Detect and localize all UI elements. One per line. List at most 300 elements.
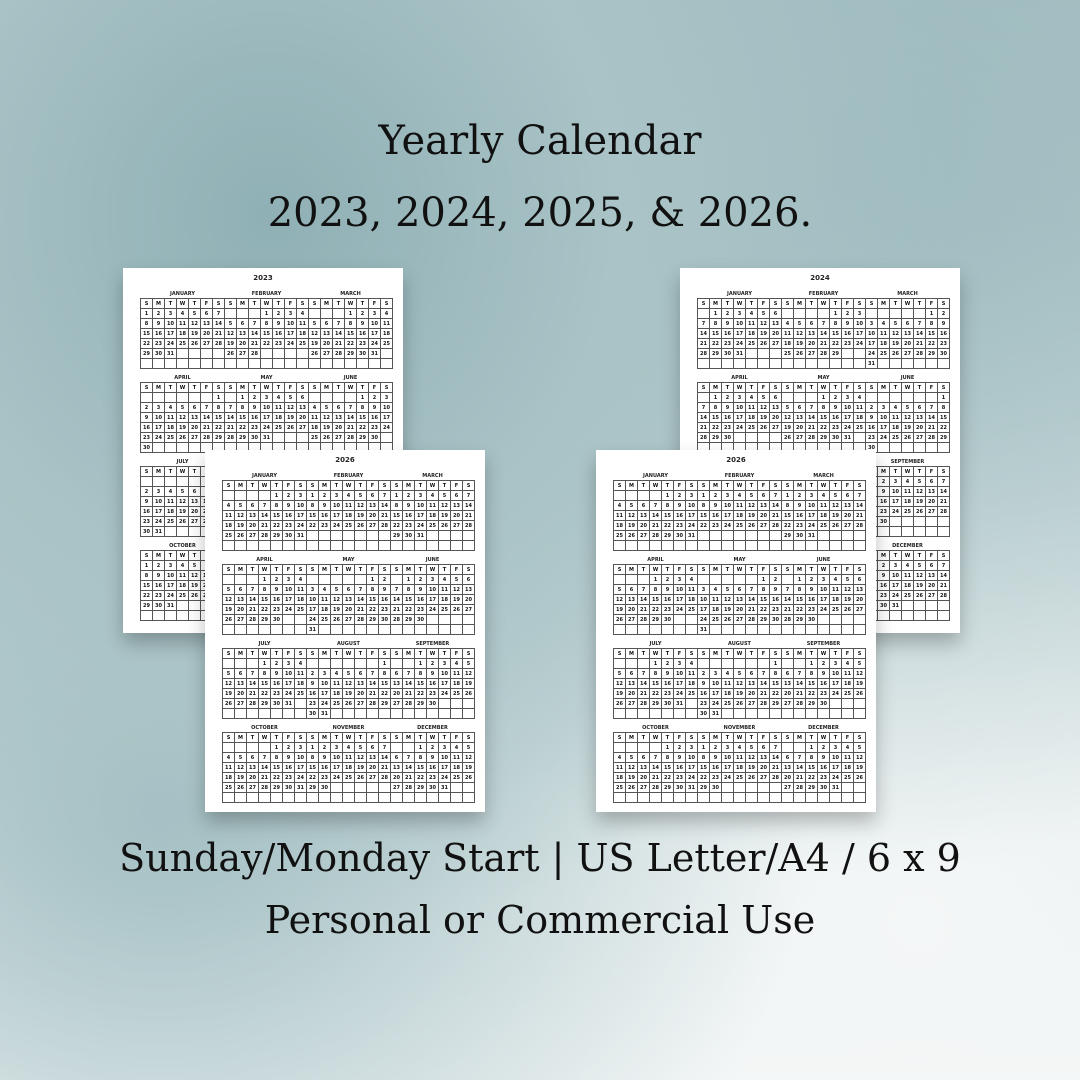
day-cell: 6	[746, 669, 758, 679]
day-cell: 16	[710, 511, 722, 521]
day-cell: 2	[878, 561, 890, 571]
day-cell: 9	[271, 669, 283, 679]
day-cell: 29	[307, 783, 319, 793]
day-cell	[259, 743, 271, 753]
day-cell: 5	[189, 309, 201, 319]
day-cell: 21	[367, 689, 379, 699]
day-cell	[842, 709, 854, 719]
day-cell: 6	[391, 669, 403, 679]
day-cell: 6	[794, 403, 806, 413]
day-cell: 6	[638, 753, 650, 763]
day-cell: 23	[357, 339, 369, 349]
month-name: JUNE	[343, 375, 358, 381]
day-cell: 14	[201, 413, 213, 423]
day-cell: 4	[343, 743, 355, 753]
day-cell: 31	[369, 349, 381, 359]
day-cell: 2	[698, 669, 710, 679]
day-cell	[650, 709, 662, 719]
day-cell	[734, 531, 746, 541]
day-cell: 8	[307, 753, 319, 763]
day-cell: 24	[734, 339, 746, 349]
day-cell: 13	[247, 511, 259, 521]
day-cell: 8	[650, 585, 662, 595]
day-cell: 1	[391, 491, 403, 501]
day-cell: 25	[223, 531, 235, 541]
day-cell: 17	[283, 679, 295, 689]
day-cell: 15	[307, 763, 319, 773]
day-cell	[626, 793, 638, 803]
weekday-label: M	[235, 733, 247, 743]
day-cell: 28	[403, 699, 415, 709]
day-cell: 18	[451, 679, 463, 689]
weekday-label: S	[295, 565, 307, 575]
weekday-label: S	[782, 649, 794, 659]
weekday-label: F	[926, 383, 938, 393]
day-cell: 26	[914, 507, 926, 517]
day-cell: 3	[307, 585, 319, 595]
day-cell	[638, 541, 650, 551]
weekday-label: T	[165, 467, 177, 477]
day-cell	[235, 709, 247, 719]
day-cell: 8	[261, 319, 273, 329]
day-cell: 30	[674, 531, 686, 541]
day-cell	[283, 793, 295, 803]
day-cell: 24	[686, 521, 698, 531]
day-cell: 12	[614, 595, 626, 605]
day-cell: 14	[770, 501, 782, 511]
day-cell: 4	[223, 501, 235, 511]
day-cell: 14	[782, 595, 794, 605]
day-cell: 30	[307, 709, 319, 719]
day-cell: 7	[938, 561, 950, 571]
day-cell: 12	[902, 413, 914, 423]
day-cell: 31	[165, 349, 177, 359]
month-name: JUNE	[425, 557, 440, 563]
day-cell: 13	[746, 679, 758, 689]
day-cell: 6	[638, 501, 650, 511]
weekday-label: T	[746, 733, 758, 743]
day-cell	[674, 793, 686, 803]
day-cell	[794, 659, 806, 669]
day-cell	[734, 783, 746, 793]
day-cell: 8	[271, 753, 283, 763]
day-cell: 6	[343, 585, 355, 595]
day-cell: 19	[794, 339, 806, 349]
day-cell: 5	[177, 403, 189, 413]
day-cell: 17	[722, 763, 734, 773]
month-grid	[865, 466, 950, 537]
day-cell: 1	[710, 393, 722, 403]
weekday-label: T	[355, 565, 367, 575]
day-cell: 21	[225, 423, 237, 433]
day-cell	[854, 615, 866, 625]
day-cell: 30	[818, 699, 830, 709]
day-cell: 16	[698, 689, 710, 699]
day-cell	[626, 491, 638, 501]
weekday-label: W	[818, 383, 830, 393]
day-cell: 16	[818, 679, 830, 689]
weekday-label: S	[379, 481, 391, 491]
day-cell: 26	[626, 531, 638, 541]
day-cell: 25	[273, 423, 285, 433]
day-cell: 28	[638, 615, 650, 625]
day-cell	[758, 541, 770, 551]
day-cell	[355, 793, 367, 803]
day-cell: 16	[319, 511, 331, 521]
day-cell: 10	[331, 753, 343, 763]
day-cell: 17	[439, 763, 451, 773]
weekday-label: F	[842, 383, 854, 393]
day-cell: 14	[403, 763, 415, 773]
day-cell: 8	[710, 319, 722, 329]
weekday-label: S	[866, 299, 878, 309]
day-cell: 2	[722, 309, 734, 319]
weekday-label: S	[686, 565, 698, 575]
day-cell: 4	[818, 491, 830, 501]
day-cell: 13	[782, 679, 794, 689]
day-cell: 3	[830, 659, 842, 669]
day-cell: 6	[321, 319, 333, 329]
weekday-label: T	[271, 565, 283, 575]
day-cell: 20	[758, 763, 770, 773]
day-cell: 13	[734, 595, 746, 605]
day-cell: 30	[403, 531, 415, 541]
weekday-label: T	[914, 551, 926, 561]
day-cell: 24	[830, 689, 842, 699]
day-cell	[938, 527, 950, 537]
day-cell	[614, 541, 626, 551]
month-march	[308, 290, 393, 369]
month-name: DECEMBER	[417, 725, 448, 731]
day-cell: 18	[686, 595, 698, 605]
day-cell	[914, 527, 926, 537]
weekday-label: T	[662, 481, 674, 491]
day-cell: 10	[165, 571, 177, 581]
weekday-label: T	[830, 733, 842, 743]
day-cell: 3	[381, 393, 393, 403]
day-cell: 26	[842, 605, 854, 615]
day-cell: 22	[650, 605, 662, 615]
day-cell	[830, 709, 842, 719]
day-cell	[295, 793, 307, 803]
weekday-label: F	[926, 551, 938, 561]
day-cell: 25	[309, 433, 321, 443]
day-cell: 18	[177, 581, 189, 591]
day-cell	[806, 793, 818, 803]
day-cell: 29	[650, 615, 662, 625]
day-cell: 11	[746, 319, 758, 329]
day-cell: 30	[818, 783, 830, 793]
day-cell	[451, 709, 463, 719]
month-name: MAY	[817, 375, 830, 381]
day-cell: 25	[165, 433, 177, 443]
day-cell: 26	[463, 773, 475, 783]
day-cell: 29	[379, 699, 391, 709]
day-cell	[830, 625, 842, 635]
day-cell: 14	[650, 511, 662, 521]
day-cell	[710, 659, 722, 669]
day-cell: 12	[451, 585, 463, 595]
day-cell: 2	[283, 743, 295, 753]
day-cell: 14	[463, 501, 475, 511]
weekday-label: M	[710, 733, 722, 743]
day-cell: 9	[357, 319, 369, 329]
day-cell: 26	[177, 517, 189, 527]
day-cell: 6	[235, 669, 247, 679]
day-cell: 23	[662, 605, 674, 615]
day-cell	[343, 575, 355, 585]
day-cell: 30	[770, 615, 782, 625]
weekday-label: T	[914, 383, 926, 393]
day-cell	[794, 743, 806, 753]
day-cell	[878, 611, 890, 621]
day-cell	[439, 793, 451, 803]
day-cell: 6	[451, 491, 463, 501]
day-cell: 5	[890, 319, 902, 329]
day-cell	[165, 611, 177, 621]
day-cell: 24	[153, 433, 165, 443]
day-cell	[746, 575, 758, 585]
month-may	[306, 556, 391, 635]
day-cell: 15	[818, 413, 830, 423]
day-cell: 3	[686, 743, 698, 753]
day-cell	[746, 659, 758, 669]
day-cell: 28	[463, 521, 475, 531]
weekday-label: T	[890, 551, 902, 561]
month-april	[222, 556, 307, 635]
day-cell: 16	[427, 763, 439, 773]
day-cell: 22	[259, 689, 271, 699]
day-cell: 9	[427, 669, 439, 679]
day-cell: 9	[794, 501, 806, 511]
weekday-label: T	[722, 299, 734, 309]
day-cell: 2	[710, 743, 722, 753]
day-cell: 1	[415, 743, 427, 753]
day-cell: 20	[626, 605, 638, 615]
month-may	[781, 374, 866, 453]
day-cell: 2	[806, 575, 818, 585]
day-cell: 4	[427, 491, 439, 501]
month-january	[222, 472, 307, 551]
day-cell: 14	[333, 329, 345, 339]
day-cell: 23	[249, 423, 261, 433]
day-cell: 15	[307, 511, 319, 521]
day-cell: 8	[782, 501, 794, 511]
day-cell: 1	[938, 393, 950, 403]
day-cell: 8	[367, 585, 379, 595]
day-cell	[189, 527, 201, 537]
day-cell: 29	[926, 349, 938, 359]
day-cell: 27	[235, 615, 247, 625]
day-cell	[247, 491, 259, 501]
day-cell	[273, 433, 285, 443]
weekday-label: T	[722, 383, 734, 393]
day-cell	[854, 433, 866, 443]
day-cell	[938, 517, 950, 527]
day-cell: 8	[758, 585, 770, 595]
day-cell: 18	[297, 329, 309, 339]
day-cell	[902, 611, 914, 621]
day-cell: 2	[818, 743, 830, 753]
day-cell: 21	[794, 773, 806, 783]
day-cell: 21	[259, 521, 271, 531]
day-cell: 24	[698, 615, 710, 625]
day-cell: 14	[698, 413, 710, 423]
day-cell: 3	[153, 403, 165, 413]
day-cell: 19	[626, 773, 638, 783]
weekday-label: T	[355, 481, 367, 491]
day-cell: 3	[674, 659, 686, 669]
day-cell: 11	[343, 501, 355, 511]
day-cell	[626, 625, 638, 635]
weekday-label: S	[854, 565, 866, 575]
weekday-label: W	[734, 565, 746, 575]
day-cell	[914, 393, 926, 403]
weekday-label: F	[451, 733, 463, 743]
calendar-year-label: 2024	[810, 274, 830, 282]
day-cell: 17	[866, 339, 878, 349]
day-cell: 7	[638, 669, 650, 679]
day-cell	[626, 709, 638, 719]
day-cell: 17	[674, 679, 686, 689]
day-cell: 11	[451, 669, 463, 679]
day-cell	[926, 601, 938, 611]
day-cell: 8	[415, 669, 427, 679]
day-cell: 21	[247, 605, 259, 615]
day-cell	[722, 793, 734, 803]
day-cell	[237, 359, 249, 369]
day-cell: 5	[626, 753, 638, 763]
day-cell	[451, 625, 463, 635]
month-october	[613, 724, 698, 803]
day-cell: 14	[345, 413, 357, 423]
day-cell: 6	[782, 669, 794, 679]
weekday-label: W	[427, 481, 439, 491]
day-cell	[890, 611, 902, 621]
day-cell	[331, 531, 343, 541]
day-cell: 14	[355, 595, 367, 605]
day-cell: 22	[259, 605, 271, 615]
day-cell	[439, 531, 451, 541]
day-cell: 13	[926, 487, 938, 497]
day-cell: 13	[626, 679, 638, 689]
day-cell	[319, 659, 331, 669]
day-cell: 19	[355, 511, 367, 521]
day-cell: 20	[854, 595, 866, 605]
day-cell: 26	[746, 521, 758, 531]
day-cell: 31	[307, 625, 319, 635]
day-cell: 1	[926, 309, 938, 319]
day-cell: 2	[153, 561, 165, 571]
day-cell: 12	[794, 329, 806, 339]
day-cell	[626, 575, 638, 585]
day-cell: 24	[439, 689, 451, 699]
day-cell: 13	[806, 329, 818, 339]
month-name: OCTOBER	[251, 725, 278, 731]
day-cell	[686, 709, 698, 719]
day-cell	[391, 541, 403, 551]
day-cell: 5	[914, 561, 926, 571]
month-august	[697, 640, 782, 719]
day-cell: 18	[343, 511, 355, 521]
weekday-label: T	[722, 481, 734, 491]
day-cell	[926, 611, 938, 621]
day-cell: 23	[319, 521, 331, 531]
day-cell: 27	[794, 433, 806, 443]
calendar-year-label: 2026	[335, 456, 355, 464]
day-cell: 13	[854, 585, 866, 595]
day-cell: 11	[614, 511, 626, 521]
day-cell: 13	[782, 763, 794, 773]
day-cell: 18	[854, 413, 866, 423]
weekday-label: M	[626, 481, 638, 491]
day-cell	[141, 393, 153, 403]
day-cell: 10	[734, 319, 746, 329]
day-cell	[914, 611, 926, 621]
day-cell: 2	[427, 743, 439, 753]
day-cell: 7	[391, 585, 403, 595]
day-cell: 25	[381, 339, 393, 349]
month-name: JANUARY	[170, 291, 195, 297]
day-cell	[273, 349, 285, 359]
day-cell	[782, 309, 794, 319]
day-cell: 3	[818, 575, 830, 585]
day-cell: 23	[427, 689, 439, 699]
day-cell	[391, 575, 403, 585]
day-cell: 8	[662, 753, 674, 763]
day-cell: 26	[794, 349, 806, 359]
day-cell: 12	[321, 413, 333, 423]
day-cell	[403, 541, 415, 551]
day-cell: 1	[271, 491, 283, 501]
day-cell: 24	[686, 773, 698, 783]
weekday-label: M	[794, 649, 806, 659]
day-cell	[614, 793, 626, 803]
day-cell: 3	[830, 743, 842, 753]
day-cell: 18	[319, 605, 331, 615]
day-cell: 22	[237, 423, 249, 433]
month-name: JULY	[258, 641, 271, 647]
weekday-label: T	[439, 481, 451, 491]
day-cell	[343, 541, 355, 551]
day-cell: 14	[638, 595, 650, 605]
day-cell: 14	[938, 487, 950, 497]
day-cell: 25	[782, 349, 794, 359]
weekday-label: M	[235, 649, 247, 659]
day-cell	[307, 531, 319, 541]
day-cell: 25	[746, 423, 758, 433]
day-cell: 20	[189, 423, 201, 433]
day-cell: 18	[177, 329, 189, 339]
day-cell	[746, 531, 758, 541]
day-cell: 4	[165, 403, 177, 413]
day-cell: 12	[223, 595, 235, 605]
day-cell: 1	[758, 575, 770, 585]
day-cell	[247, 575, 259, 585]
day-cell: 14	[650, 763, 662, 773]
day-cell: 4	[878, 319, 890, 329]
day-cell: 28	[818, 349, 830, 359]
weekday-label: T	[273, 383, 285, 393]
day-cell	[297, 433, 309, 443]
weekday-label: S	[309, 383, 321, 393]
day-cell: 21	[345, 423, 357, 433]
day-cell: 19	[225, 339, 237, 349]
day-cell: 25	[842, 773, 854, 783]
day-cell: 11	[902, 487, 914, 497]
day-cell: 12	[758, 319, 770, 329]
day-cell: 16	[806, 595, 818, 605]
